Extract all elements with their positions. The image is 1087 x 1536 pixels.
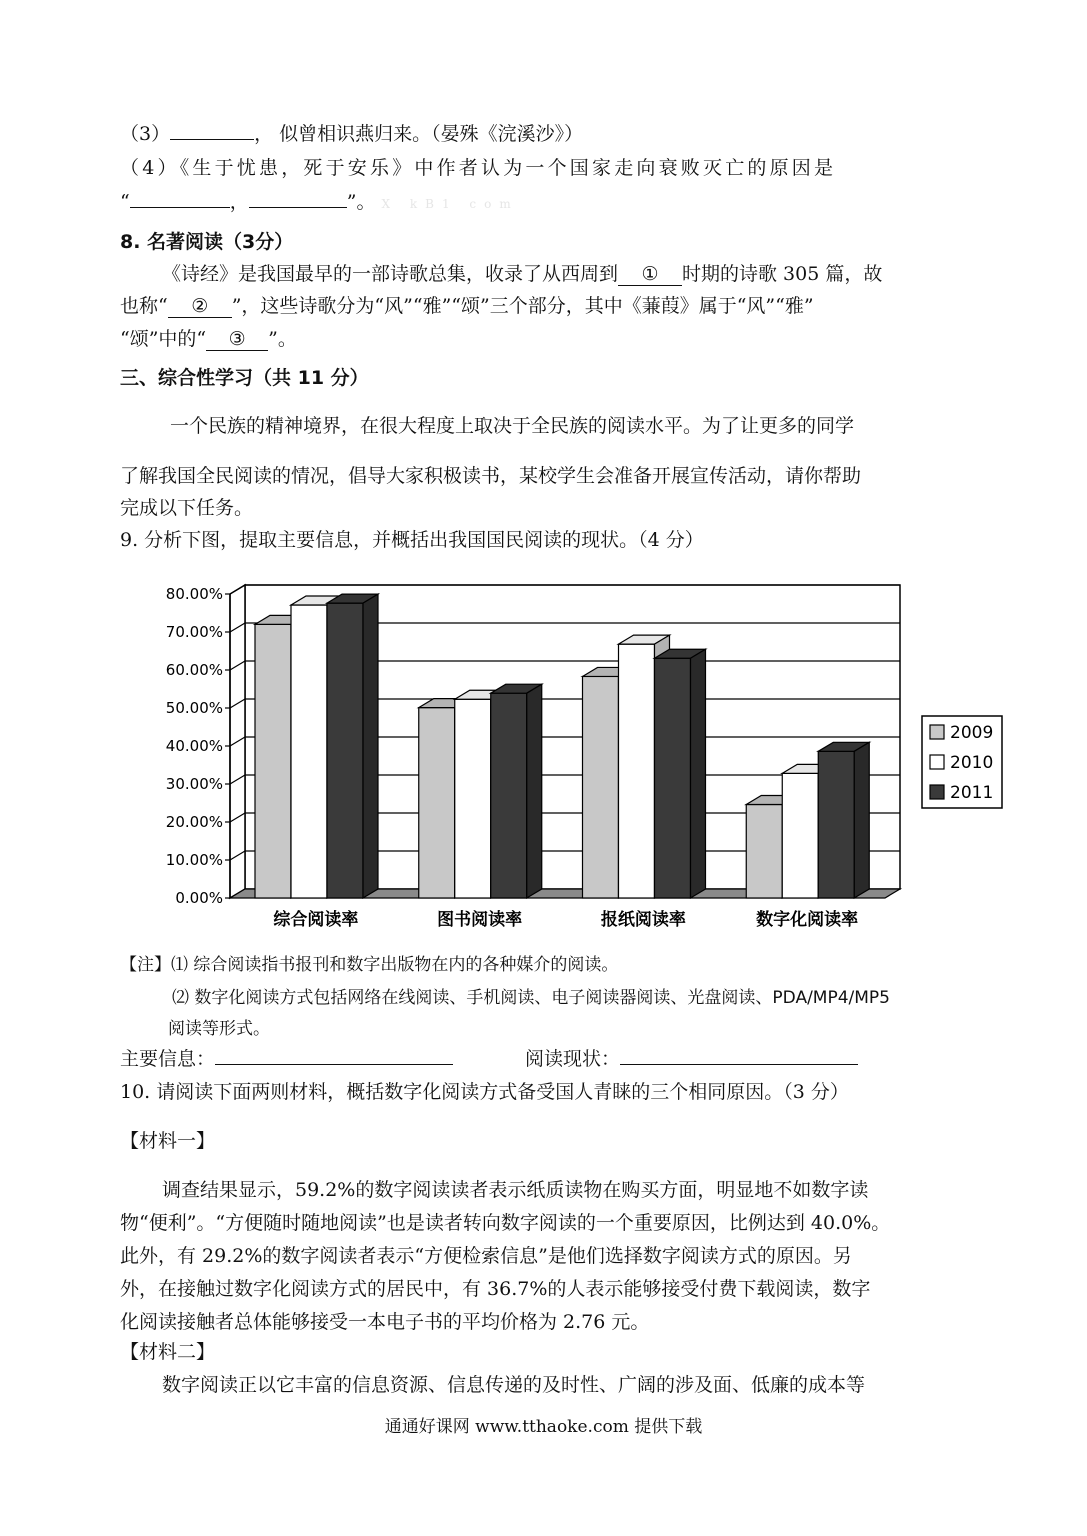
- note-3: 阅读等形式。: [168, 1019, 270, 1039]
- footer: 通通好课网 www.tthaoke.com 提供下载: [384, 1417, 703, 1437]
- bar-2011-1: [327, 594, 378, 898]
- reading-status-row: 阅读现状：: [525, 1045, 858, 1073]
- blank: [170, 120, 254, 140]
- intro-line-3: 完成以下任务。: [120, 497, 254, 519]
- svg-text:2011: 2011: [950, 783, 994, 803]
- answer-blank-2: ②: [168, 295, 232, 318]
- q7-line-4: （4）《生于忧患，死于安乐》中作者认为一个国家走向衰败灭亡的原因是: [120, 157, 837, 179]
- main-info-row: 主要信息：: [120, 1045, 453, 1073]
- blank: [130, 188, 230, 208]
- note-2: ⑵ 数字化阅读方式包括网络在线阅读、手机阅读、电子阅读器阅读、光盘阅读、PDA/MP4/MP5: [172, 988, 890, 1008]
- watermark: X kB1 com: [381, 197, 519, 211]
- material-1-line-3: 此外，有 29.2%的数字阅读者表示“方便检索信息”是他们选择数字阅读方式的原因。另: [120, 1245, 852, 1267]
- q8-para-line-1: 《诗经》是我国最早的一部诗歌总集，收录了从西周到 ① 时期的诗歌 305 篇，故: [162, 263, 883, 285]
- material-1-line-5: 化阅读接触者总体能够接受一本电子书的平均价格为 2.76 元。: [120, 1311, 650, 1333]
- material-2-title: 【材料二】: [120, 1341, 216, 1363]
- q8-para-line-2: 也称“ ② ”，这些诗歌分为“风”“雅”“颂”三个部分，其中《蒹葭》属于“风”“雅”: [120, 295, 814, 317]
- svg-text:2009: 2009: [950, 723, 994, 743]
- answer-blank-3: ③: [206, 328, 268, 351]
- y-tick-label: 30.00%: [165, 775, 223, 793]
- y-tick-label: 40.00%: [165, 737, 223, 755]
- bar-2011-3: [655, 649, 706, 898]
- y-tick-label: 50.00%: [165, 699, 223, 717]
- material-1-line-1: 调查结果显示，59.2%的数字阅读读者表示纸质读物在购买方面，明显地不如数字读: [162, 1179, 869, 1201]
- svg-text:2010: 2010: [950, 753, 994, 773]
- answer-blank-1: ①: [618, 263, 682, 286]
- intro-line-1: 一个民族的精神境界，在很大程度上取决于全民族的阅读水平。为了让更多的同学: [170, 415, 855, 437]
- main-info-blank: [215, 1045, 453, 1065]
- y-tick-label: 0.00%: [175, 889, 223, 907]
- q8-para-line-3: “颂”中的“ ③ ”。: [120, 328, 297, 350]
- blank: [249, 188, 347, 208]
- question-10: 10. 请阅读下面两则材料，概括数字化阅读方式备受国人青睐的三个相同原因。（3 分）: [120, 1081, 849, 1103]
- section-3-title: 三、综合性学习（共 11 分）: [120, 367, 369, 389]
- bar-2011-4: [818, 742, 869, 898]
- question-9: 9. 分析下图，提取主要信息，并概括出我国国民阅读的现状。（4 分）: [120, 529, 704, 551]
- reading-rate-bar-chart: [150, 580, 1020, 950]
- q7-line-3: （3） ， 似曾相识燕归来。（晏殊《浣溪沙》）: [120, 120, 970, 148]
- y-tick-label: 70.00%: [165, 623, 223, 641]
- category-label: 图书阅读率: [437, 910, 523, 930]
- note-1: 【注】⑴ 综合阅读指书报刊和数字出版物在内的各种媒介的阅读。: [120, 955, 619, 975]
- category-label: 报纸阅读率: [600, 910, 686, 930]
- material-1-title: 【材料一】: [120, 1130, 216, 1152]
- category-label: 数字化阅读率: [756, 910, 859, 930]
- y-tick-label: 80.00%: [165, 585, 223, 603]
- material-1-line-2: 物“便利”。“方便随时随地阅读”也是读者转向数字阅读的一个重要原因，比例达到 40.0%。: [120, 1212, 891, 1234]
- q8-title: 8. 名著阅读（3分）: [120, 231, 294, 253]
- material-1-line-4: 外，在接触过数字化阅读方式的居民中，有 36.7%的人表示能够接受付费下载阅读，数字: [120, 1278, 871, 1300]
- y-tick-label: 60.00%: [165, 661, 223, 679]
- q7-line-4-blanks: “ ， ”。 X kB1 com: [120, 188, 970, 218]
- y-tick-label: 10.00%: [165, 851, 223, 869]
- bar-2011-2: [491, 684, 542, 898]
- category-label: 综合阅读率: [273, 910, 359, 930]
- material-2-line-1: 数字阅读正以它丰富的信息资源、信息传递的及时性、广阔的涉及面、低廉的成本等: [162, 1374, 866, 1396]
- y-tick-label: 20.00%: [165, 813, 223, 831]
- intro-line-2: 了解我国全民阅读的情况，倡导大家积极读书，某校学生会准备开展宣传活动，请你帮助: [120, 465, 862, 487]
- reading-status-blank: [620, 1045, 858, 1065]
